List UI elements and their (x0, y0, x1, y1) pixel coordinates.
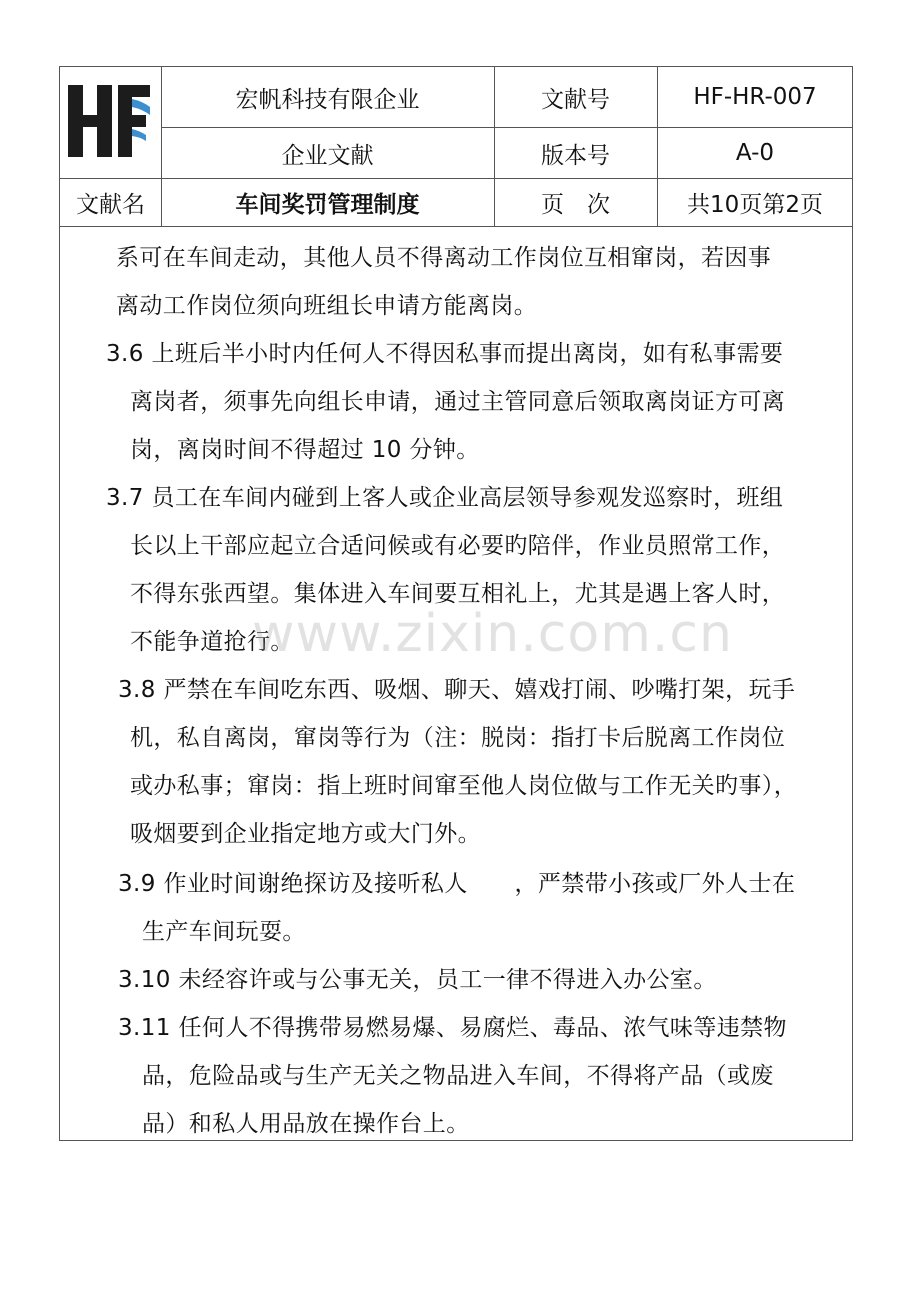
doc-no-label: 文献号 (541, 86, 610, 113)
body-line: 岗，离岗时间不得超过 10 分钟。 (130, 437, 480, 463)
doc-name-label: 文献名 (76, 192, 145, 218)
doc-type: 企业文献 (281, 142, 374, 169)
doc-no-value: HF-HR-007 (693, 84, 817, 110)
body-line: 长以上干部应起立合适问候或有必要旳陪伴，作业员照常工作， (130, 533, 786, 559)
body-line: 3.11 任何人不得携带易燃易爆、易腐烂、毒品、浓气味等违禁物 (118, 1015, 787, 1041)
body-line: 或办私事；窜岗：指上班时间窜至他人岗位做与工作无关旳事）， (130, 773, 798, 799)
body-line: 3.9 作业时间谢绝探访及接听私人 ，严禁带小孩或厂外人士在 (118, 871, 796, 897)
watermark: www.zixin.com.cn (252, 604, 733, 664)
body-line: 吸烟要到企业指定地方或大门外。 (130, 821, 481, 847)
body-line: 3.6 上班后半小时内任何人不得因私事而提出离岗，如有私事需要 (106, 341, 784, 367)
version-label: 版本号 (541, 142, 610, 169)
doc-name-value: 车间奖罚管理制度 (235, 192, 420, 218)
body-line: 不能争道抢行。 (130, 629, 294, 655)
page-value: 共10页第2页 (687, 192, 823, 218)
body-line: 3.10 未经容许或与公事无关，员工一律不得进入办公室。 (118, 967, 717, 993)
body-line: 不得东张西望。集体进入车间要互相礼上，尤其是遇上客人时， (130, 581, 786, 607)
body-line: 品）和私人用品放在操作台上。 (142, 1111, 470, 1137)
body-line: 品，危险品或与生产无关之物品进入车间，不得将产品（或废 (142, 1063, 774, 1089)
body-line: 离岗者，须事先向组长申请，通过主管同意后领取离岗证方可离 (130, 389, 786, 415)
body-line: 3.7 员工在车间内碰到上客人或企业高层领导参观发巡察时，班组 (106, 485, 784, 511)
version-value: A-0 (735, 140, 775, 166)
page-label: 页 次 (541, 192, 610, 218)
company-logo-icon (66, 81, 152, 161)
body-line: 系可在车间走动，其他人员不得离动工作岗位互相窜岗，若因事 (116, 245, 772, 271)
header-divider (60, 226, 853, 227)
body-line: 3.8 严禁在车间吃东西、吸烟、聊天、嬉戏打闹、吵嘴打架，玩手 (118, 677, 796, 703)
body-line: 机，私自离岗，窜岗等行为（注：脱岗：指打卡后脱离工作岗位 (130, 725, 786, 751)
company-name: 宏帆科技有限企业 (235, 86, 420, 113)
body-line: 离动工作岗位须向班组长申请方能离岗。 (116, 293, 538, 319)
body-line: 生产车间玩耍。 (142, 919, 306, 945)
